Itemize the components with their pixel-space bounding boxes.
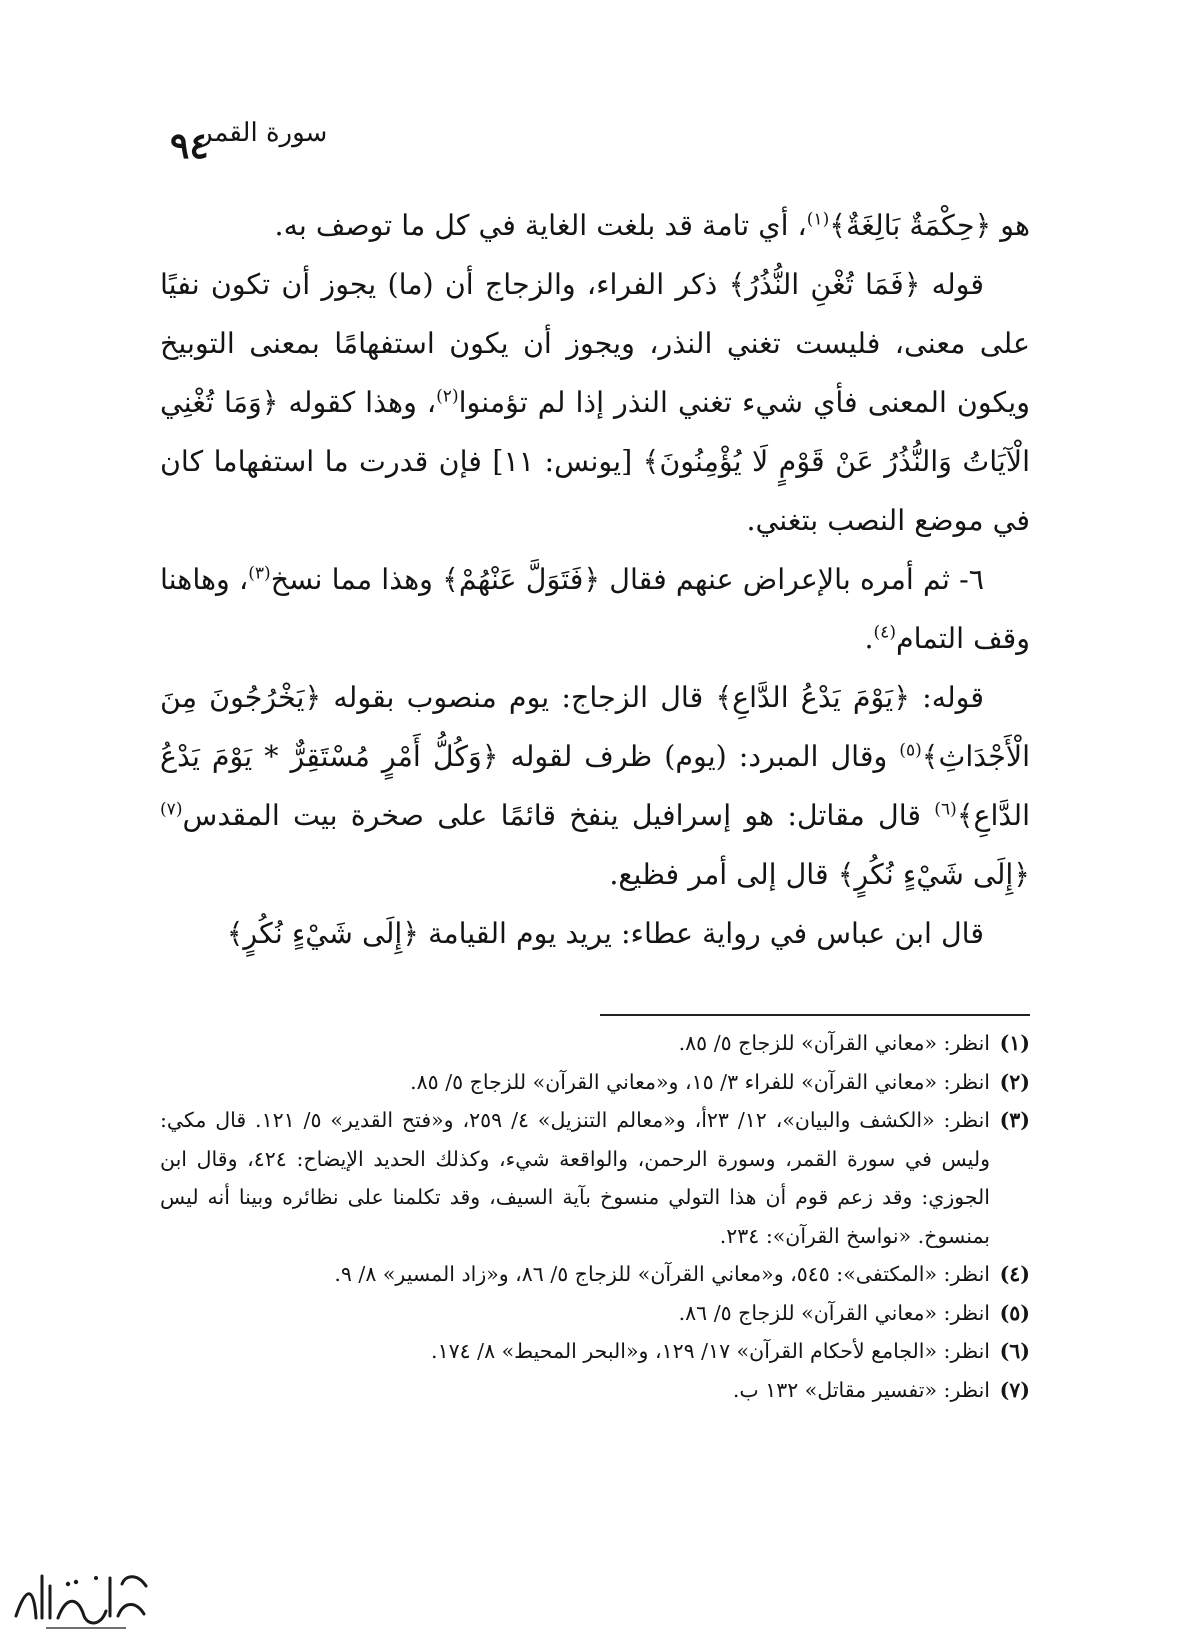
text: ، وهذا كقوله (278, 386, 437, 419)
running-head: سورة القمر (200, 118, 328, 148)
footnote-1 (160, 1024, 1030, 1063)
footnote-4 (160, 1255, 1030, 1294)
quran-quote: ﴿حِكْمَةٌ بَالِغَةٌ﴾ (829, 209, 992, 242)
footnote-6 (160, 1332, 1030, 1371)
quran-quote: ﴿فَمَا تُغْنِ النُّذُرُ﴾ (728, 268, 921, 301)
footnote-text: انظر: «الجامع لأحكام القرآن» ١٧/ ١٢٩، و«البحر المحيط» ٨/ ١٧٤. (431, 1339, 990, 1363)
paragraph-2 (160, 255, 1030, 550)
footnotes (160, 1024, 1030, 1409)
footnote-text: انظر: «معاني القرآن» للفراء ٣/ ١٥، و«معاني القرآن» للزجاج ٥/ ٨٥. (410, 1069, 990, 1094)
footnote-ref: (٧) (160, 799, 183, 820)
footnote-text: انظر: «معاني القرآن» للزجاج ٥/ ٨٦. (678, 1300, 990, 1325)
quran-quote: ﴿يَخْرُجُونَ مِنَ الْأَجْدَاثِ﴾ (160, 681, 1030, 773)
footnote-ref: (٦) (934, 799, 957, 820)
text: قال ابن عباس في رواية عطاء: يريد يوم القيامة (419, 917, 984, 950)
text: . (864, 622, 874, 655)
footnote-5 (160, 1294, 1030, 1333)
footnote-2 (160, 1063, 1030, 1102)
footnote-ref: (١) (806, 209, 830, 230)
quran-quote: ﴿وَكُلُّ أَمْرٍ مُسْتَقِرٌّ * يَوْمَ يَدْعُ الدَّاعِ﴾ (160, 740, 1030, 832)
footnote-ref: (٢) (436, 386, 459, 407)
footnote-number: (٥) (999, 1300, 1030, 1325)
text: قوله: (909, 681, 985, 714)
quran-quote: ﴿إِلَى شَيْءٍ نُكُرٍ﴾ (837, 858, 1030, 891)
text: وقال المبرد: (يوم) ظرف لقوله (498, 740, 900, 773)
footnote-ref: (٥) (899, 740, 922, 761)
footnote-3 (160, 1101, 1030, 1255)
quran-quote: ﴿إِلَى شَيْءٍ نُكُرٍ﴾ (226, 917, 420, 950)
footnote-7 (160, 1371, 1030, 1410)
text: ، وهاهنا وقف التمام (160, 563, 1030, 655)
footnote-text: انظر: «معاني القرآن» للزجاج ٥/ ٨٥. (678, 1031, 990, 1055)
footnote-text: انظر: «تفسير مقاتل» ١٣٢ ب. (732, 1377, 990, 1402)
text: قال الزجاج: يوم منصوب بقوله (321, 681, 716, 714)
quran-quote: ﴿وَمَا تُغْنِي الْآيَاتُ وَالنُّذُرُ عَنْ قَوْمٍ لَا يُؤْمِنُونَ﴾ (160, 386, 1031, 478)
text: ، أي تامة قد بلغت الغاية في كل ما توصف به. (274, 209, 807, 242)
text: قال إلى أمر فظيع. (609, 858, 838, 891)
footnote-number: (٦) (999, 1339, 1030, 1363)
text: ذكر الفراء، والزجاج أن (ما) يجوز أن تكون نفيًا على معنى، فليست تغني النذر، ويجوز أن يكون استفهامًا بمعنى التوبيخ ويكون المعنى فأي شيء تغني النذر إذا لم تؤمنوا (160, 268, 1030, 419)
text: ٦- ثم أمره بالإعراض عنهم فقال (600, 563, 985, 596)
footnote-number: (٤) (999, 1262, 1030, 1286)
text: وهذا مما نسخ (270, 563, 443, 596)
paragraph-3 (160, 550, 1030, 668)
footnote-ref: (٤) (873, 622, 897, 643)
paragraph-5 (160, 904, 1030, 963)
footnote-text: انظر: «الكشف والبيان»، ١٢/ ٢٣أ، و«معالم التنزيل» ٤/ ٢٥٩، و«فتح القدير» ٥/ ١٢١. قال مكي: وليس في سورة القمر، وسورة الرحمن، والواقعة شيء، وكذلك الحديد الإيضاح: ٤٢٤، وقال ابن الجوزي: وقد زعم قوم أن هذا التولي منسوخ بآية السيف، وقد تكلمنا على نظائره وبينا أنه ليس بمنسوخ. «نواسخ القرآن»: ٢٣٤. (160, 1108, 991, 1248)
text: قال مقاتل: هو إسرافيل ينفخ قائمًا على صخرة بيت المقدس (182, 799, 935, 832)
footnote-separator (600, 1014, 1030, 1016)
footnote-number: (١) (999, 1031, 1030, 1055)
text: [يونس: ١١] فإن قدرت ما استفهاما كان في موضع النصب بتغني. (160, 445, 1030, 537)
paragraph-4 (160, 668, 1030, 904)
text: قوله (920, 268, 984, 301)
paragraph-1 (160, 196, 1030, 255)
quran-quote: ﴿يَوْمَ يَدْعُ الدَّاعِ﴾ (715, 681, 910, 714)
quran-quote: ﴿فَتَوَلَّ عَنْهُمْ﴾ (442, 563, 601, 596)
text: هو (991, 209, 1030, 242)
main-text (160, 196, 1030, 963)
footnote-number: (٣) (999, 1108, 1030, 1132)
footnote-number: (٢) (999, 1069, 1030, 1094)
footnote-number: (٧) (999, 1377, 1030, 1402)
page-number: ٩٤ (170, 125, 209, 167)
footnote-text: انظر: «المكتفى»: ٥٤٥، و«معاني القرآن» للزجاج ٥/ ٨٦، و«زاد المسير» ٨/ ٩. (334, 1262, 990, 1286)
footnote-ref: (٣) (248, 563, 271, 584)
publisher-logo-icon (6, 1556, 156, 1636)
